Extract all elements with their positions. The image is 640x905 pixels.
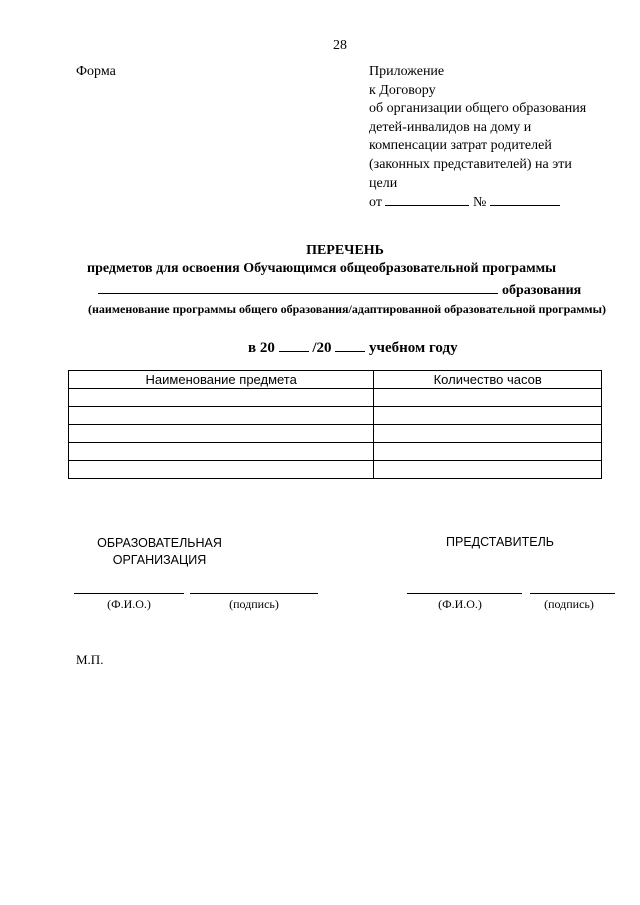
rep-name-line [407,593,522,594]
table-header-row [69,371,602,389]
contract-date-blank [385,193,469,206]
hours-cell[interactable] [374,461,602,479]
program-name-line [98,280,581,299]
academic-year-line [248,339,458,357]
table-row [69,407,602,425]
subjects-table [68,370,602,479]
program-suffix: образования [502,283,582,298]
org-name-caption: (Ф.И.О.) [107,597,151,611]
organization-label-line-1: ОБРАЗОВАТЕЛЬНАЯ [97,536,222,550]
appendix-line: (законных представителей) на эти [369,156,572,172]
org-name-line [74,593,184,594]
subject-cell[interactable] [69,443,374,461]
organization-label-line-2: ОРГАНИЗАЦИЯ [112,553,207,567]
year-end-blank [335,339,365,352]
hours-cell[interactable] [374,443,602,461]
hours-cell[interactable] [374,425,602,443]
rep-name-caption: (Ф.И.О.) [438,597,482,611]
year-start-blank [279,339,309,352]
appendix-line: цели [369,175,398,191]
table-row [69,425,602,443]
subject-cell[interactable] [69,425,374,443]
subject-cell[interactable] [69,407,374,425]
representative-label: ПРЕДСТАВИТЕЛЬ [446,535,554,549]
rep-signature-caption: (подпись) [544,597,594,611]
appendix-line: об организации общего образования [369,101,587,117]
org-signature-line [190,593,318,594]
table-row [69,461,602,479]
organization-label [62,535,257,569]
appendix-line: к Договору [369,82,436,98]
document-title: ПЕРЕЧЕНЬ [306,243,384,258]
hours-header: Количество часов [374,371,602,389]
contract-date-number-line [369,193,586,213]
year-suffix: учебном году [369,340,458,356]
table-row [69,389,602,407]
year-prefix: в 20 [248,340,275,356]
org-signature-caption: (подпись) [229,597,279,611]
rep-signature-line [530,593,615,594]
form-label: Форма [76,64,116,79]
hours-cell[interactable] [374,389,602,407]
appendix-line: компенсации затрат родителей [369,138,552,154]
hours-cell[interactable] [374,407,602,425]
year-middle: /20 [312,340,332,356]
appendix-block [369,63,586,213]
subject-cell[interactable] [69,461,374,479]
contract-number-blank [490,193,560,206]
appendix-line: Приложение [369,64,445,79]
page-number: 28 [333,38,347,53]
subject-name-header: Наименование предмета [69,371,374,389]
program-note: (наименование программы общего образования/адаптированной образовательной программы) [88,302,606,316]
appendix-line: детей-инвалидов на дому и [369,119,532,135]
subject-cell[interactable] [69,389,374,407]
number-label: № [472,195,487,211]
from-label: от [369,195,382,211]
stamp-label: М.П. [76,652,104,667]
program-name-blank [98,280,498,294]
document-subtitle: предметов для освоения Обучающимся общеобразовательной программы [87,261,557,276]
table-row [69,443,602,461]
